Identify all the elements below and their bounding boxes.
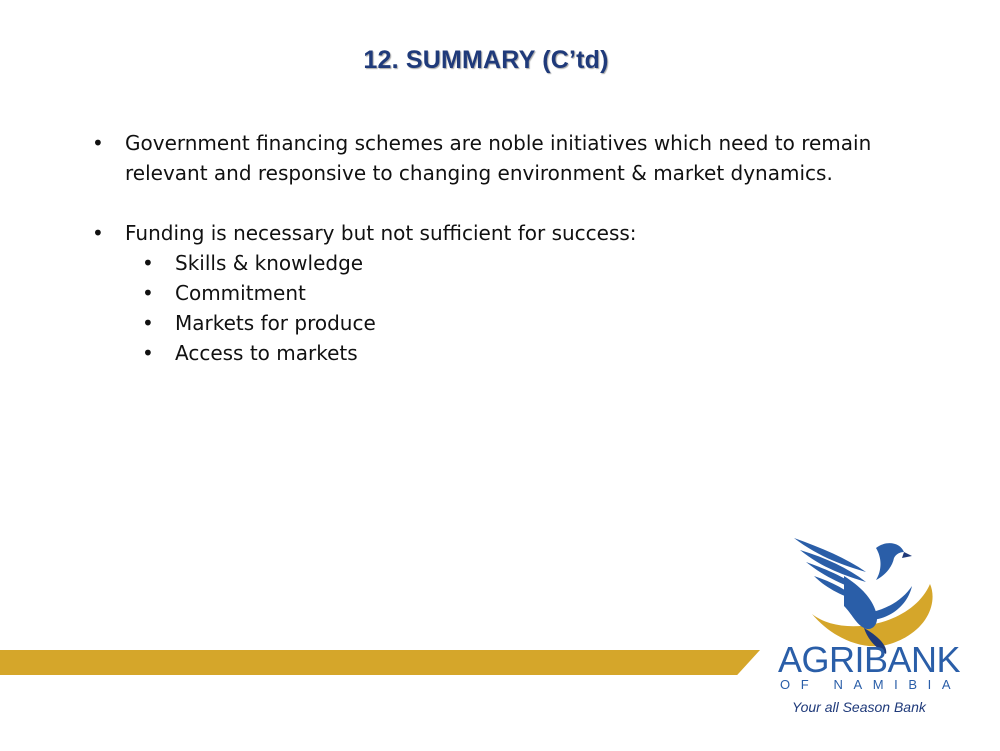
eagle-icon: [772, 528, 972, 728]
sub-bullet-text: Access to markets: [175, 341, 358, 365]
bullet-list: [92, 128, 912, 368]
bullet-text: Government financing schemes are noble initiatives which need to remain relevant and responsive to changing environment & market dynamics.: [125, 131, 872, 185]
sub-bullet-text: Skills & knowledge: [175, 251, 364, 275]
sub-bullet-marker: •: [142, 341, 154, 365]
sub-bullet-marker: •: [142, 311, 154, 335]
sub-bullet-item: [142, 308, 912, 338]
bullet-marker: •: [92, 221, 104, 245]
sub-bullet-item: [142, 278, 912, 308]
sub-bullet-text: Commitment: [175, 281, 306, 305]
bullet-spacer: [92, 188, 912, 218]
sub-bullet-item: [142, 338, 912, 368]
bullet-text: Funding is necessary but not sufficient for success:: [125, 221, 637, 245]
sub-bullet-text: Markets for produce: [175, 311, 376, 335]
sub-bullet-marker: •: [142, 281, 154, 305]
footer-gold-band: [0, 650, 760, 675]
bullet-item: [92, 128, 912, 188]
logo-wordmark: AGRIBANK: [778, 639, 961, 680]
bullet-item: [92, 218, 912, 248]
logo-tagline: Your all Season Bank: [792, 699, 926, 715]
logo-subname: OF NAMIBIA: [780, 677, 962, 692]
sub-bullet-marker: •: [142, 251, 154, 275]
slide-title: 12. SUMMARY (C’td): [363, 46, 609, 74]
bullet-marker: •: [92, 131, 104, 155]
sub-bullet-item: [142, 248, 912, 278]
